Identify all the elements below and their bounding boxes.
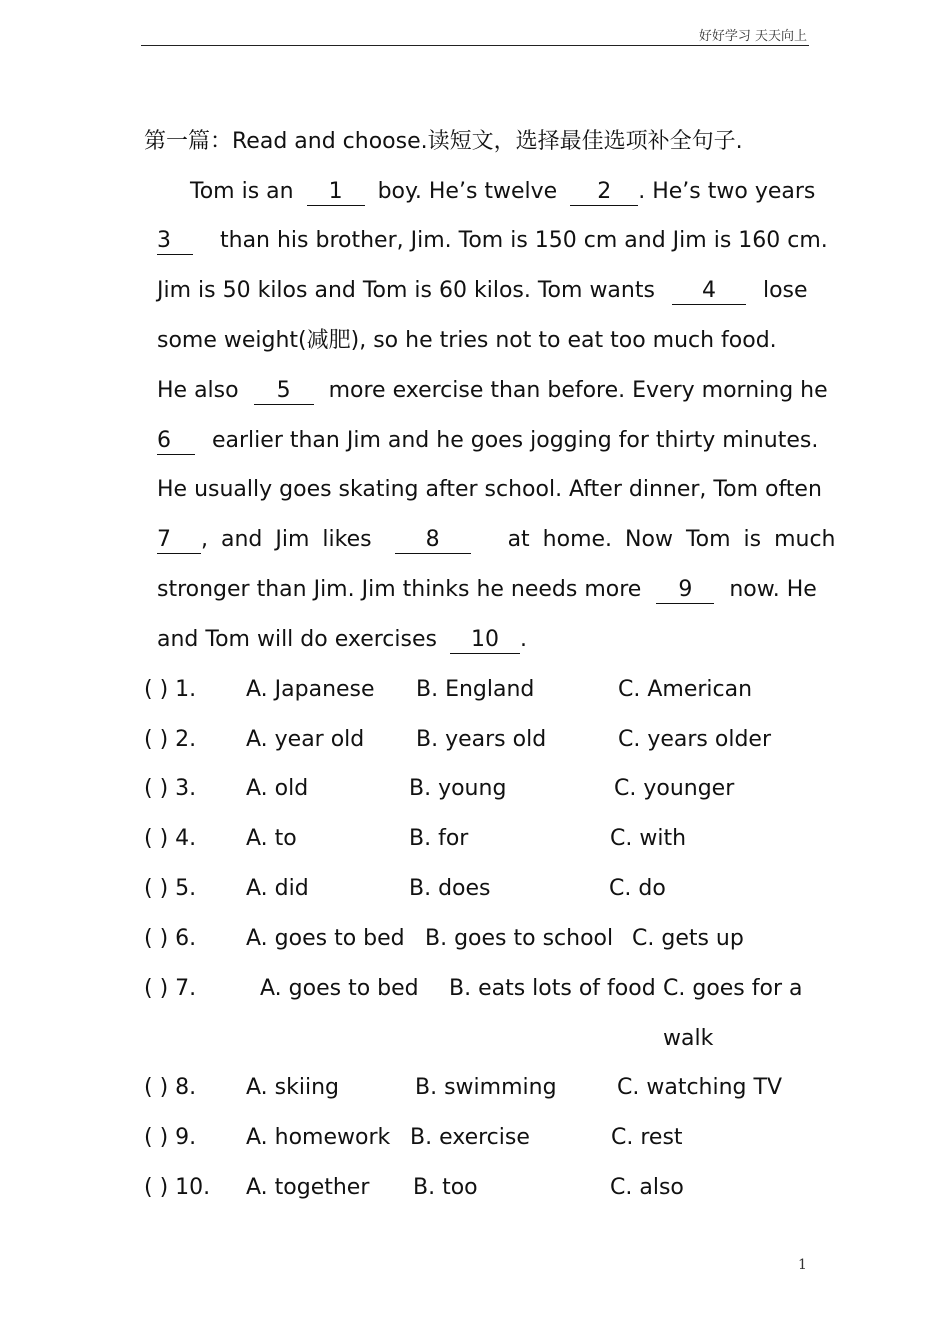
passage-text: Jim is 50 kilos and Tom is 60 kilos. Tom wants [157, 278, 655, 303]
option-c: C. gets up [632, 926, 744, 951]
blank-5: 5 [254, 378, 314, 405]
passage-text: and Tom will do exercises [157, 627, 437, 652]
blank-2: 2 [570, 179, 638, 206]
header-rule [141, 45, 809, 46]
passage-text: boy. He’s twelve [377, 179, 558, 204]
passage-text: . [519, 627, 527, 652]
question-number: ( ) 4. [144, 826, 197, 851]
question-number: ( ) 7. [144, 976, 197, 1001]
option-c: C. watching TV [617, 1075, 782, 1100]
option-c: C. rest [611, 1125, 683, 1150]
option-b: B. for [409, 826, 469, 851]
option-a: A. year old [246, 727, 365, 752]
option-a: A. Japanese [246, 677, 375, 702]
passage-text: lose [762, 278, 808, 303]
blank-9: 9 [656, 577, 714, 604]
question-5 [144, 874, 824, 904]
option-a: A. goes to bed [260, 976, 419, 1001]
option-c: C. with [610, 826, 687, 851]
option-a: A. did [246, 876, 309, 901]
blank-6: 6 [157, 428, 195, 455]
option-b: B. young [409, 776, 507, 801]
option-c: C. goes for a walk [663, 976, 803, 1051]
question-number: ( ) 1. [144, 677, 197, 702]
passage-text: earlier than Jim and he goes jogging for thirty minutes. [212, 428, 819, 453]
passage-text: at home. Now Tom is much [507, 527, 836, 552]
question-1 [144, 675, 824, 705]
passage-text: Tom is an [190, 179, 294, 204]
question-6 [144, 924, 824, 954]
option-b: B. England [416, 677, 535, 702]
option-b: B. too [413, 1175, 478, 1200]
option-a: A. old [246, 776, 309, 801]
option-a: A. homework [246, 1125, 391, 1150]
passage-text: now. He [729, 577, 817, 602]
option-b: B. eats lots of food [449, 976, 656, 1001]
blank-1: 1 [307, 179, 365, 206]
option-c: C. do [609, 876, 666, 901]
question-number: ( ) 5. [144, 876, 197, 901]
question-number: ( ) 2. [144, 727, 197, 752]
blank-10: 10 [450, 627, 520, 654]
passage-line-9 [157, 575, 817, 605]
question-8 [144, 1073, 824, 1103]
blank-7: 7 [157, 527, 201, 554]
option-a: A. skiing [246, 1075, 339, 1100]
blank-3: 3 [157, 228, 193, 255]
option-c: C. American [618, 677, 753, 702]
question-4 [144, 824, 824, 854]
blank-8: 8 [395, 527, 471, 554]
question-2 [144, 725, 824, 755]
question-10 [144, 1173, 824, 1203]
option-b: B. goes to school [425, 926, 614, 951]
question-number: ( ) 6. [144, 926, 197, 951]
passage-line-8 [157, 525, 836, 555]
option-b: B. does [409, 876, 491, 901]
question-number: ( ) 10. [144, 1175, 211, 1200]
passage-line-3 [157, 276, 808, 306]
passage-line-6 [157, 426, 818, 456]
question-9 [144, 1123, 824, 1153]
option-a: A. to [246, 826, 297, 851]
page-header: 好好学习 天天向上 [698, 29, 807, 44]
option-a: A. together [246, 1175, 370, 1200]
passage-line-4: some weight(减肥), so he tries not to eat too much food. [157, 328, 777, 353]
passage-text: , and Jim likes [201, 527, 372, 552]
question-number: ( ) 8. [144, 1075, 197, 1100]
blank-4: 4 [672, 278, 746, 305]
question-3 [144, 774, 824, 804]
option-c: C. also [610, 1175, 684, 1200]
option-b: B. exercise [410, 1125, 530, 1150]
passage-text: . He’s two years [638, 179, 816, 204]
passage-line-2 [157, 226, 828, 256]
section-title: 第一篇：Read and choose.读短文，选择最佳选项补全句子. [144, 129, 743, 154]
passage-text: stronger than Jim. Jim thinks he needs more [157, 577, 642, 602]
passage-text: than his brother, Jim. Tom is 150 cm and Jim is 160 cm. [220, 228, 828, 253]
option-c: C. younger [614, 776, 735, 801]
question-number: ( ) 3. [144, 776, 197, 801]
question-7 [144, 974, 824, 1051]
passage-line-1 [190, 177, 815, 207]
option-b: B. swimming [415, 1075, 557, 1100]
passage-text: more exercise than before. Every morning he [328, 378, 828, 403]
question-number: ( ) 9. [144, 1125, 197, 1150]
option-c: C. years older [618, 727, 772, 752]
option-b: B. years old [416, 727, 547, 752]
passage-line-10 [157, 625, 527, 655]
passage-line-5 [157, 376, 828, 406]
option-a: A. goes to bed [246, 926, 405, 951]
passage-line-7: He usually goes skating after school. After dinner, Tom often [157, 477, 822, 502]
passage-text: He also [157, 378, 239, 403]
page-number: 1 [798, 1257, 807, 1273]
